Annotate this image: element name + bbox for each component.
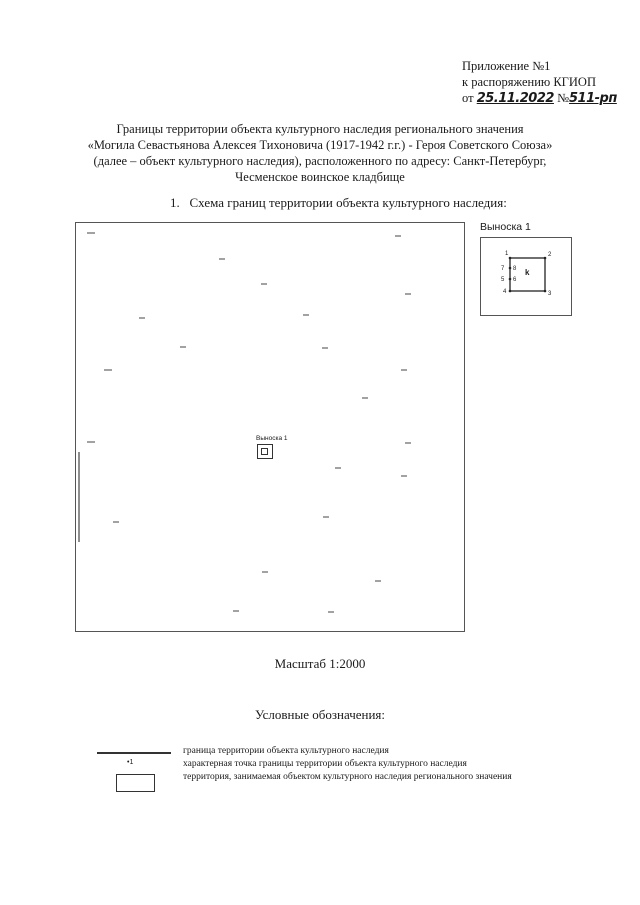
legend-item-area: территория, занимаемая объектом культурного наследия регионального значения xyxy=(183,772,512,782)
inset-point-7: 7 xyxy=(501,266,505,272)
map-speckles xyxy=(75,222,465,632)
appendix-line-3 xyxy=(462,90,617,107)
map-callout-label: Выноска 1 xyxy=(256,435,288,442)
section-text: Схема границ территории объекта культурного наследия: xyxy=(189,195,507,210)
legend-item-point: характерная точка границы территории объекта культурного наследия xyxy=(183,759,467,769)
title-line-2: «Могила Севастьянова Алексея Тихоновича (1917-1942 г.г.) - Героя Советского Союза» xyxy=(87,138,553,152)
appendix-line-2: к распоряжению КГИОП xyxy=(462,75,596,89)
legend-title: Условные обозначения: xyxy=(254,707,386,722)
legend-item-boundary: граница территории объекта культурного наследия xyxy=(183,746,389,756)
inset-diagram xyxy=(480,237,572,317)
section-heading xyxy=(170,195,507,211)
map-callout-object xyxy=(261,448,268,455)
inset-point-4: 4 xyxy=(503,289,507,295)
appendix-header xyxy=(462,58,617,107)
title-line-1: Границы территории объекта культурного наследия регионального значения xyxy=(116,122,524,136)
appendix-line-1: Приложение №1 xyxy=(462,59,551,73)
title-line-3: (далее – объект культурного наследия), расположенного по адресу: Санкт-Петербург, xyxy=(93,154,547,168)
appendix-date: 25.11.2022 xyxy=(476,91,554,106)
legend-area-symbol xyxy=(116,774,155,792)
map-scale: Масштаб 1:2000 xyxy=(274,656,366,671)
section-number: 1. xyxy=(170,195,180,210)
appendix-no-prefix: № xyxy=(557,91,569,105)
legend-point-symbol: •1 xyxy=(127,759,134,766)
inset-point-1: 1 xyxy=(505,251,509,257)
inset-point-5: 5 xyxy=(501,277,505,283)
inset-point-3: 3 xyxy=(548,291,552,297)
inset-title: Выноска 1 xyxy=(480,221,531,233)
inset-point-8: 8 xyxy=(513,266,517,272)
appendix-from-prefix: от xyxy=(462,91,474,105)
inset-point-6: 6 xyxy=(513,277,517,283)
title-line-4: Чесменское воинское кладбище xyxy=(235,170,405,184)
legend-boundary-line xyxy=(97,752,171,754)
inset-point-2: 2 xyxy=(548,252,552,258)
document-title xyxy=(0,121,640,185)
appendix-number: 511-рп xyxy=(569,91,617,106)
inset-marker: k xyxy=(525,268,530,277)
